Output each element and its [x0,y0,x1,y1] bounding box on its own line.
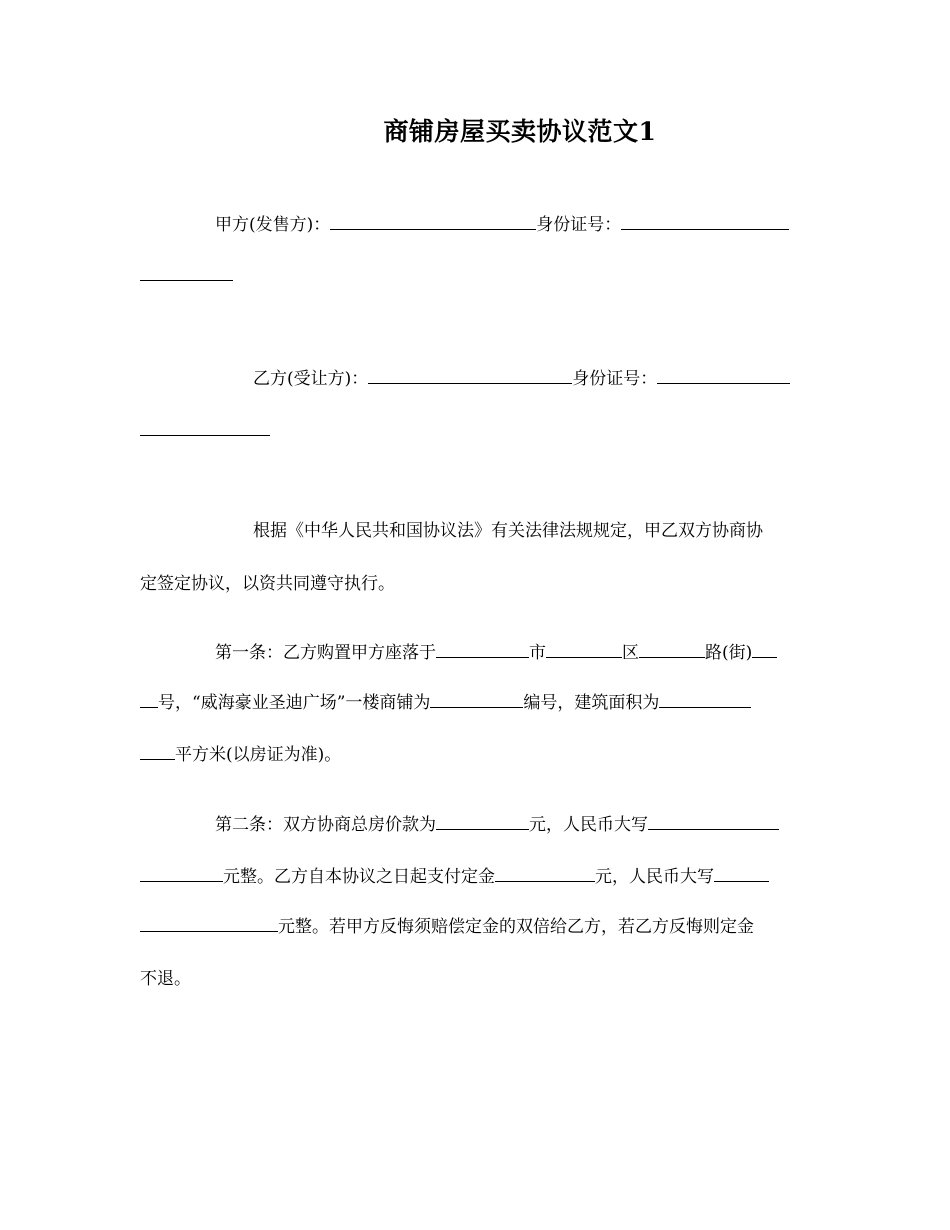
party-b-line [253,368,790,390]
deposit-blank [495,867,595,882]
area-blank-cont [140,745,175,760]
district-blank [546,643,622,658]
deposit-text: 元整。乙方自本协议之日起支付定金 [223,867,495,887]
party-b-line-cont [140,420,270,442]
article-1-line-2 [140,692,751,714]
party-b-label: 乙方(受让方)： [253,369,369,389]
article-2-line-3 [140,916,754,938]
party-b-id-label: 身份证号： [572,369,658,389]
party-a-line [215,214,789,236]
article-2-line-1 [215,814,779,836]
article-2-prefix: 第二条：双方协商总房价款为 [215,815,436,835]
party-b-name-blank [368,369,572,384]
deposit-upper-blank-cont [140,917,278,932]
city-label: 市 [529,643,546,663]
article-1-prefix: 第一条：乙方购置甲方座落于 [215,643,436,663]
area-unit: 平方米(以房证为准)。 [175,745,342,765]
document-title: 商铺房屋买卖协议范文1 [383,117,657,146]
shop-code-blank [430,693,523,708]
number-blank [752,643,777,658]
district-label: 区 [622,643,639,663]
party-b-id-blank-cont [140,421,270,436]
deposit-upper-blank [714,867,769,882]
article-1-line-3 [140,744,341,766]
article-1-line-1 [215,642,777,664]
road-label: 路(街) [705,643,753,663]
area-blank [659,693,751,708]
area-label: 编号，建筑面积为 [523,693,660,713]
rmb-upper-blank-cont [140,867,223,882]
party-a-id-blank [621,215,789,230]
party-a-label: 甲方(发售方)： [215,215,331,235]
rule-text: 元整。若甲方反悔须赔偿定金的双倍给乙方，若乙方反悔则定金 [278,917,754,937]
party-a-id-label: 身份证号： [536,215,622,235]
rmb-label-2: 元，人民币大写 [595,867,714,887]
rmb-upper-blank [648,815,779,830]
road-blank [639,643,705,658]
preamble-line-1: 根据《中华人民共和国协议法》有关法律法规规定，甲乙双方协商协 [253,521,763,541]
party-a-line-cont [140,265,233,287]
article-2-line-2 [140,866,769,888]
city-blank [436,643,529,658]
shop-text: 号，“威海豪业圣迪广场”一楼商铺为 [158,693,431,713]
total-price-blank [436,815,529,830]
number-blank-cont [140,693,158,708]
preamble-line-2: 定签定协议，以资共同遵守执行。 [140,574,395,594]
party-b-id-blank [657,369,790,384]
rmb-label-1: 元，人民币大写 [529,815,648,835]
article-2-line-4: 不退。 [140,969,191,989]
party-a-name-blank [330,215,536,230]
party-a-id-blank-cont [140,266,233,281]
